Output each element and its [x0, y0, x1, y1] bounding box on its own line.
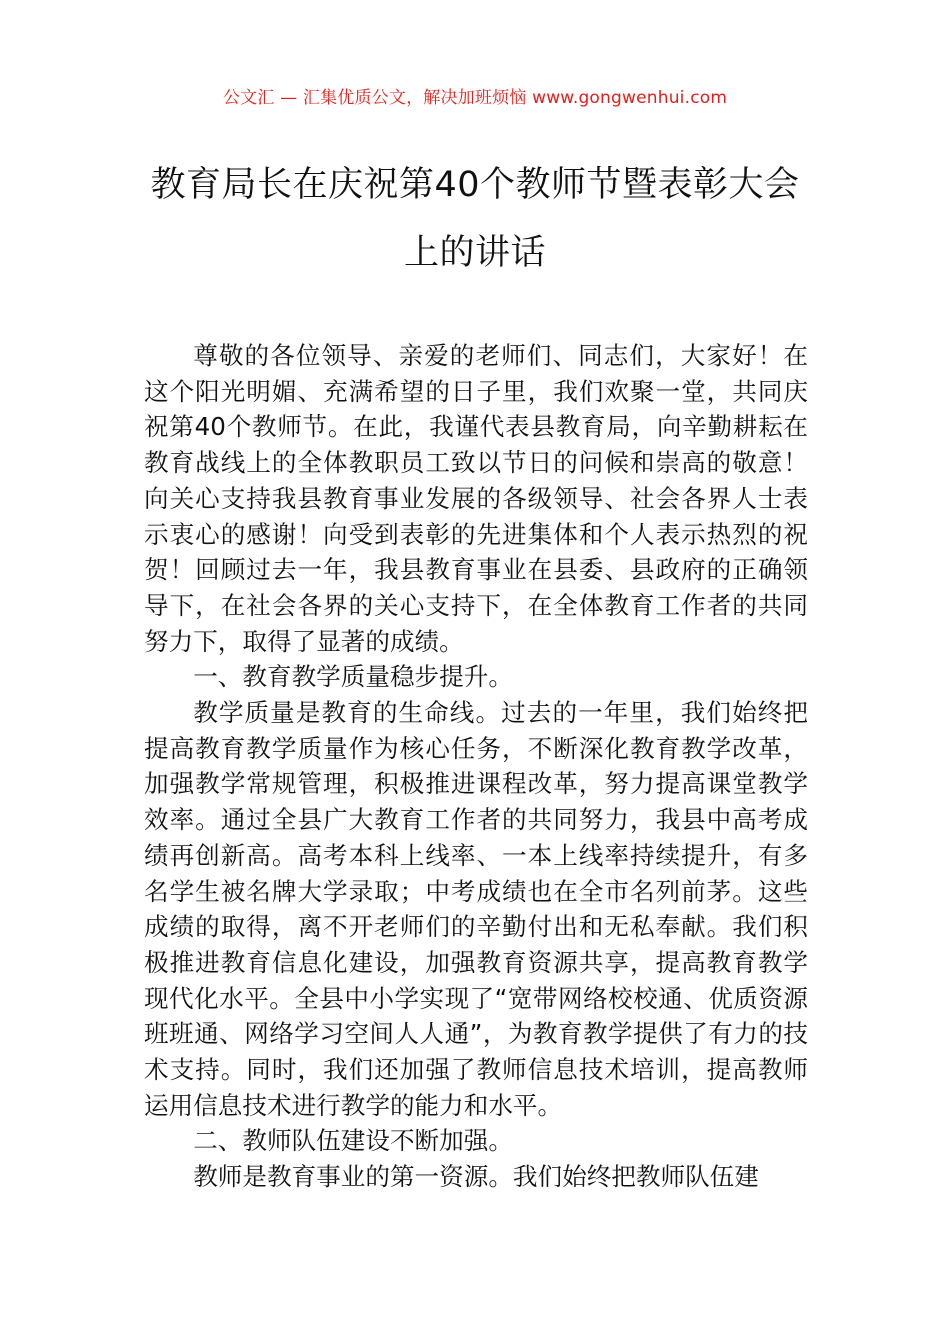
document-body — [144, 338, 808, 1195]
paragraph-section-2: 教师是教育事业的第一资源。我们始终把教师队伍建 — [193, 1162, 759, 1192]
paragraph-intro: 尊敬的各位领导、亲爱的老师们、同志们，大家好！在这个阳光明媚、充满希望的日子里，我们欢聚一堂，共同庆祝第40个教师节。在此，我谨代表县教育局，向辛勤耕耘在教育战线上的全体教职员工致以节日的问候和崇高的敬意！向关心支持我县教育事业发展的各级领导、社会各界人士表示衷心的感谢！向受到表彰的先进集体和个人表示热烈的祝贺！回顾过去一年，我县教育事业在县委、县政府的正确领导下，在社会各界的关心支持下，在全体教育工作者的共同努力下，取得了显著的成绩。 — [144, 341, 808, 656]
paragraph-section-1: 教学质量是教育的生命线。过去的一年里，我们始终把提高教育教学质量作为核心任务，不断深化教育教学改革，加强教学常规管理，积极推进课程改革，努力提高课堂教学效率。通过全县广大教育工作者的共同努力，我县中高考成绩再创新高。高考本科上线率、一本上线率持续提升，有多名学生被名牌大学录取；中考成绩也在全市名列前茅。这些成绩的取得，离不开老师们的辛勤付出和无私奉献。我们积极推进教育信息化建设，加强教育资源共享，提高教育教学现代化水平。全县中小学实现了“宽带网络校校通、优质资源班班通、网络学习空间人人通”，为教育教学提供了有力的技术支持。同时，我们还加强了教师信息技术培训，提高教师运用信息技术进行教学的能力和水平。 — [144, 698, 808, 1120]
section-heading-1: 一、教育教学质量稳步提升。 — [193, 662, 513, 692]
site-banner: 公文汇 — 汇集优质公文，解决加班烦恼 www.gongwenhui.com — [222, 88, 728, 108]
section-heading-2: 二、教师队伍建设不断加强。 — [193, 1126, 513, 1156]
page-title: 教育局长在庆祝第40个教师节暨表彰大会上的讲话 — [150, 165, 800, 273]
